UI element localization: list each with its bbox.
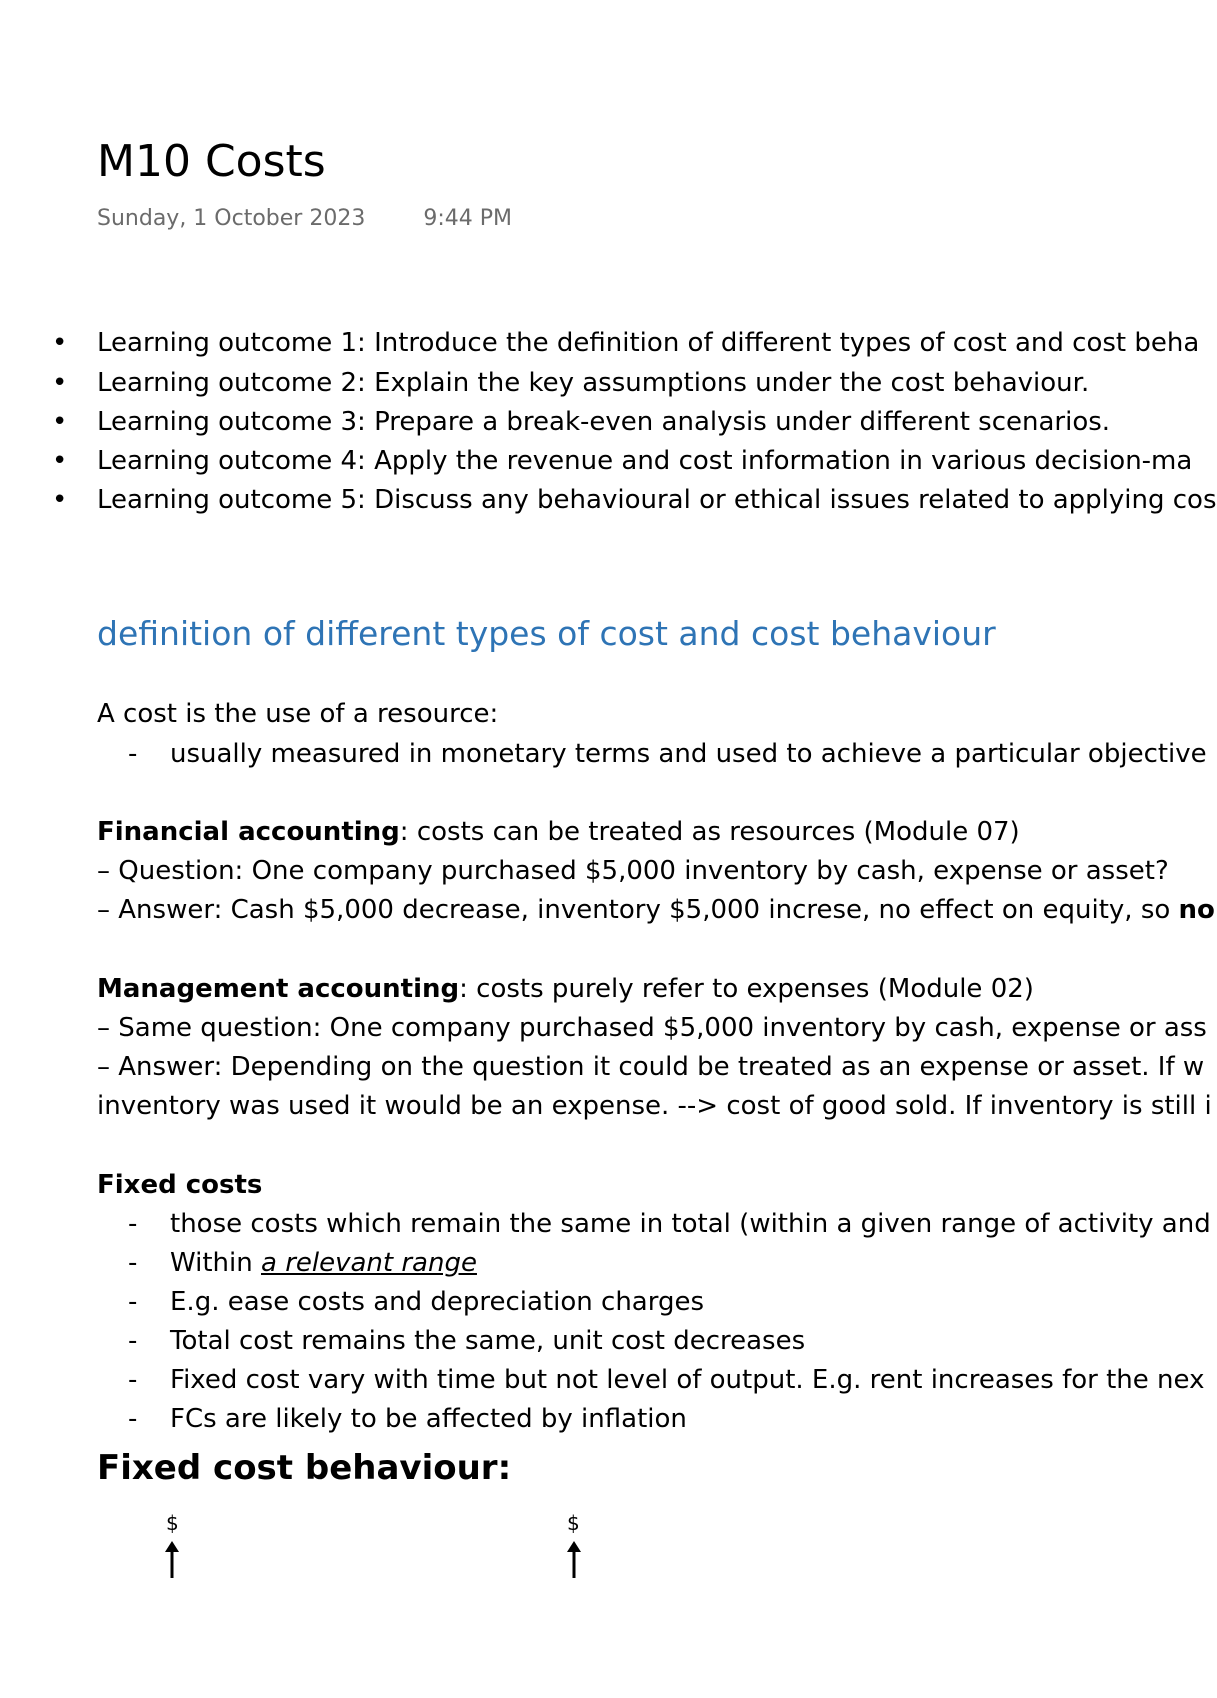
management-answer-line-2: inventory was used it would be an expense. --> cost of good sold. If inventory is still i bbox=[97, 1091, 1212, 1121]
financial-answer-text: – Answer: Cash $5,000 decrease, inventory $5,000 increse, no effect on equity, so bbox=[97, 895, 1179, 925]
section-heading: definition of different types of cost and cost behaviour bbox=[97, 614, 996, 653]
management-question: – Same question: One company purchased $5,000 inventory by cash, expense or ass bbox=[97, 1013, 1207, 1043]
list-item: Learning outcome 2: Explain the key assumptions under the cost behaviour. bbox=[97, 368, 1090, 398]
bullet-icon: • bbox=[52, 485, 68, 515]
axis-label-dollar: $ bbox=[567, 1511, 580, 1535]
bullet-icon: • bbox=[52, 328, 68, 358]
financial-accounting-label: Financial accounting bbox=[97, 817, 400, 847]
bullet-icon: • bbox=[52, 407, 68, 437]
dash-bullet: - bbox=[128, 739, 138, 769]
dash-bullet: - bbox=[128, 1326, 138, 1356]
fixed-costs-item: FCs are likely to be affected by inflation bbox=[170, 1404, 687, 1434]
axis-arrow-icon bbox=[160, 1540, 184, 1580]
page-date: Sunday, 1 October 2023 bbox=[97, 206, 366, 231]
fixed-costs-item: Total cost remains the same, unit cost decreases bbox=[170, 1326, 806, 1356]
financial-answer bbox=[97, 893, 1215, 927]
dash-bullet: - bbox=[128, 1404, 138, 1434]
dash-bullet: - bbox=[128, 1209, 138, 1239]
intro-text: A cost is the use of a resource: bbox=[97, 699, 499, 729]
fixed-costs-item-text: Within bbox=[170, 1248, 261, 1278]
fixed-costs-item: E.g. ease costs and depreciation charges bbox=[170, 1287, 705, 1317]
list-item: Learning outcome 3: Prepare a break-even analysis under different scenarios. bbox=[97, 407, 1111, 437]
management-accounting-line bbox=[97, 972, 1034, 1006]
list-item: Learning outcome 1: Introduce the definition of different types of cost and cost beha bbox=[97, 328, 1200, 358]
dash-bullet: - bbox=[128, 1248, 138, 1278]
management-answer-line-1: – Answer: Depending on the question it could be treated as an expense or asset. If w bbox=[97, 1052, 1205, 1082]
management-accounting-label: Management accounting bbox=[97, 974, 460, 1004]
intro-item: usually measured in monetary terms and used to achieve a particular objective bbox=[170, 739, 1207, 769]
fixed-costs-item: those costs which remain the same in total (within a given range of activity and bbox=[170, 1209, 1211, 1239]
list-item: Learning outcome 5: Discuss any behavioural or ethical issues related to applying cos bbox=[97, 485, 1217, 515]
fixed-cost-behaviour-heading: Fixed cost behaviour: bbox=[97, 1448, 512, 1488]
financial-accounting-text: : costs can be treated as resources (Module 07) bbox=[399, 817, 1020, 847]
financial-question: – Question: One company purchased $5,000 inventory by cash, expense or asset? bbox=[97, 856, 1169, 886]
bullet-icon: • bbox=[52, 446, 68, 476]
fixed-costs-item: Fixed cost vary with time but not level of output. E.g. rent increases for the nex bbox=[170, 1365, 1205, 1395]
list-item: Learning outcome 4: Apply the revenue and cost information in various decision-ma bbox=[97, 446, 1193, 476]
page-timestamp bbox=[97, 204, 512, 234]
dash-bullet: - bbox=[128, 1287, 138, 1317]
page-time: 9:44 PM bbox=[423, 206, 512, 231]
page-title: M10 Costs bbox=[97, 136, 326, 187]
financial-accounting-line bbox=[97, 815, 1020, 849]
fixed-costs-heading: Fixed costs bbox=[97, 1170, 263, 1200]
relevant-range-emphasis: a relevant range bbox=[261, 1248, 477, 1278]
bullet-icon: • bbox=[52, 368, 68, 398]
fixed-costs-item bbox=[170, 1246, 477, 1280]
dash-bullet: - bbox=[128, 1365, 138, 1395]
axis-label-dollar: $ bbox=[166, 1511, 179, 1535]
axis-arrow-icon bbox=[562, 1540, 586, 1580]
management-accounting-text: : costs purely refer to expenses (Module 02) bbox=[459, 974, 1034, 1004]
financial-answer-emphasis: no bbox=[1178, 895, 1215, 925]
